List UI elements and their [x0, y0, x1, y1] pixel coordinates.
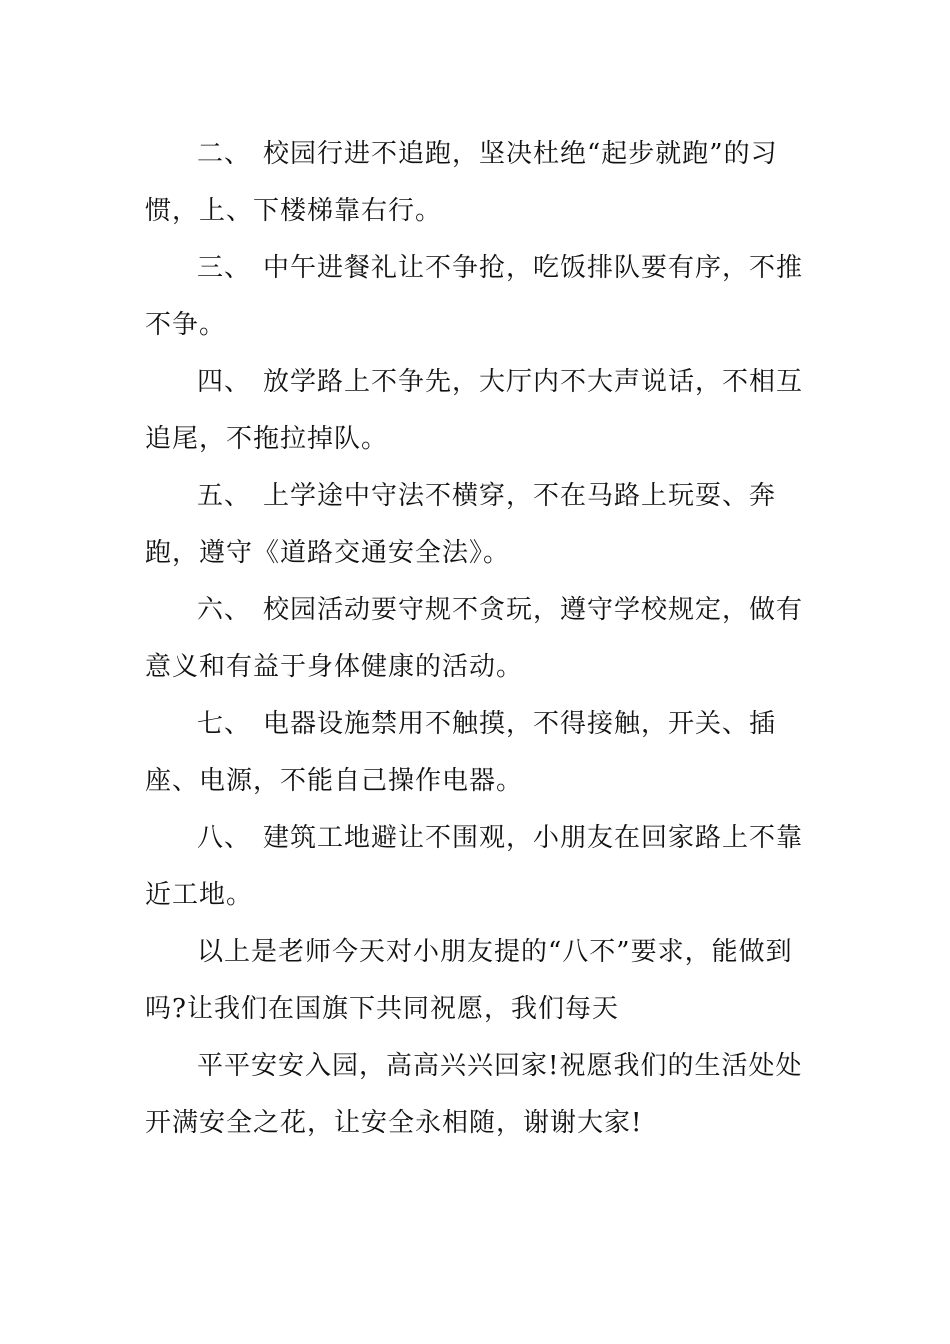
- closing-paragraph-2: 平平安安入园，高高兴兴回家!祝愿我们的生活处处开满安全之花，让安全永相随，谢谢大家!: [145, 1051, 803, 1138]
- rule-text: 校园活动要守规不贪玩，遵守学校规定，做有意义和有益于身体健康的活动。: [145, 595, 804, 682]
- rule-item-3: [145, 240, 815, 354]
- rule-text: 中午进餐礼让不争抢，吃饭排队要有序，不推不争。: [145, 253, 804, 340]
- rule-text: 放学路上不争先，大厅内不大声说话，不相互追尾，不拖拉掉队。: [145, 367, 804, 454]
- rule-number: 二、: [197, 139, 252, 169]
- rule-number: 五、: [197, 481, 252, 511]
- closing-paragraph-1: 以上是老师今天对小朋友提的“八不”要求，能做到吗?让我们在国旗下共同祝愿，我们每天: [145, 937, 793, 1024]
- rule-number: 八、: [197, 823, 252, 853]
- rule-number: 四、: [197, 367, 252, 397]
- rule-text: 上学途中守法不横穿，不在马路上玩耍、奔跑，遵守《道路交通安全法》。: [145, 481, 777, 568]
- rule-number: 七、: [197, 709, 252, 739]
- rule-text: 电器设施禁用不触摸，不得接触，开关、插座、电源，不能自己操作电器。: [145, 709, 777, 796]
- rule-item-4: [145, 354, 815, 468]
- rule-number: 三、: [197, 253, 252, 283]
- rule-item-5: [145, 468, 815, 582]
- rule-item-2: [145, 126, 815, 240]
- rule-text: 建筑工地避让不围观，小朋友在回家路上不靠近工地。: [145, 823, 804, 910]
- rule-item-7: [145, 696, 815, 810]
- rule-item-8: [145, 810, 815, 924]
- rule-number: 六、: [197, 595, 252, 625]
- document-body: [145, 126, 815, 1152]
- rule-text: 校园行进不追跑，坚决杜绝“起步就跑”的习惯，上、下楼梯靠右行。: [145, 139, 778, 226]
- rule-item-6: [145, 582, 815, 696]
